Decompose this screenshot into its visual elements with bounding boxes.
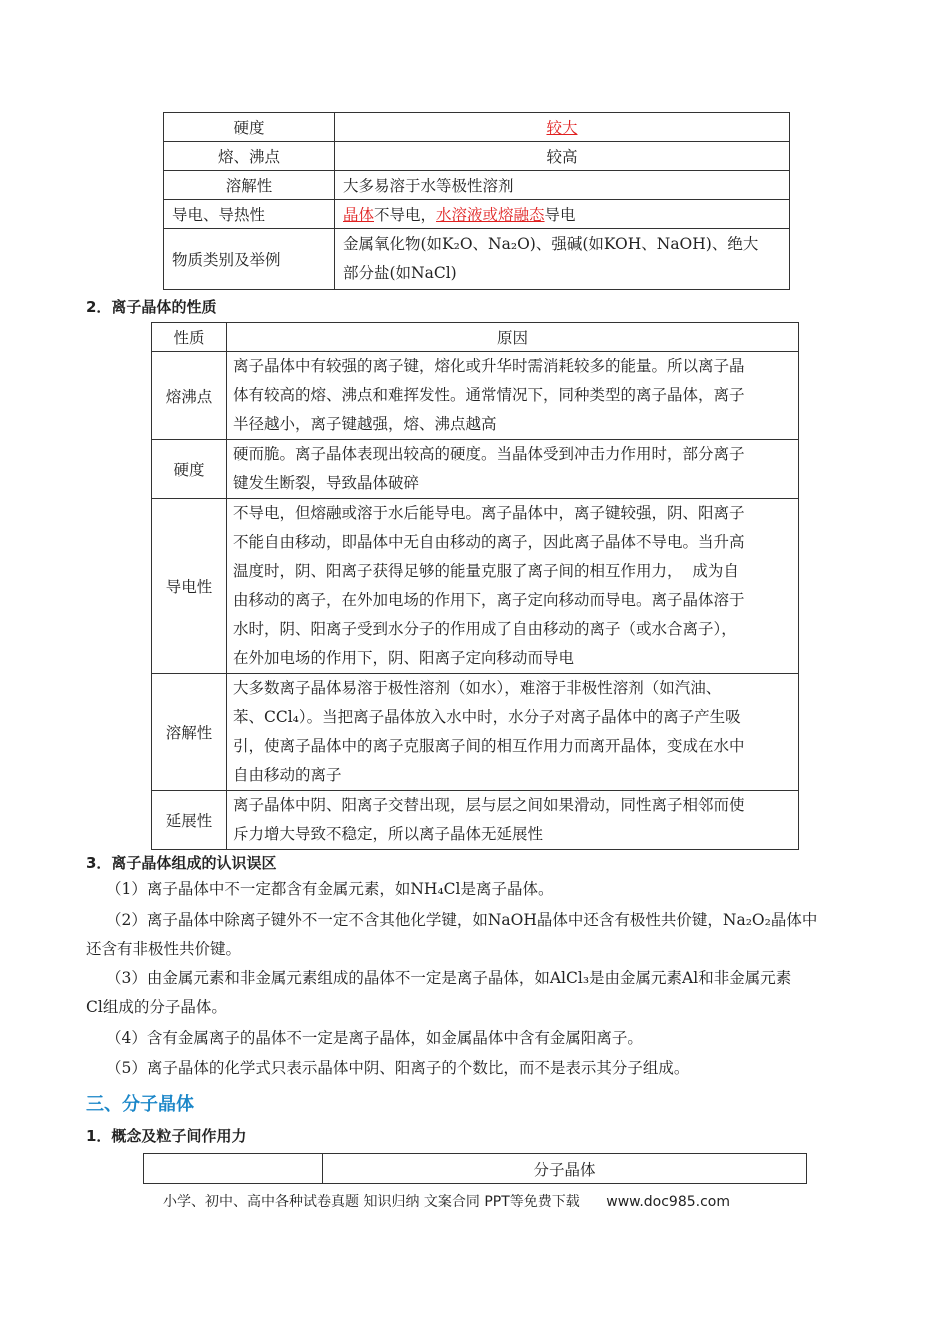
table2-header-reason: 原因 bbox=[227, 323, 799, 352]
footer-url[interactable]: www.doc985.com bbox=[606, 1194, 730, 1210]
paragraph-5 bbox=[86, 1054, 866, 1083]
molecular-crystal-table bbox=[143, 1153, 807, 1184]
heading-concept: 1．概念及粒子间作用力 bbox=[86, 1127, 247, 1145]
table2-reason-solubility bbox=[227, 674, 799, 791]
text-line: 水时，阴、阳离子受到水分子的作用成了自由移动的离子（或水合离子）， bbox=[233, 620, 737, 638]
text-line: （5）离子晶体的化学式只表示晶体中阴、阳离子的个数比，而不是表示其分子组成。 bbox=[106, 1059, 690, 1077]
text-line: 离子晶体中有较强的离子键，熔化或升华时需消耗较多的能量。所以离子晶 bbox=[233, 357, 745, 375]
table2-header-property: 性质 bbox=[152, 323, 227, 352]
table1-label-conductivity: 导电、导热性 bbox=[164, 200, 335, 229]
table2-reason-conductivity bbox=[227, 499, 799, 674]
crystal-term: 晶体 bbox=[343, 206, 375, 224]
table1-category-line2: 部分盐(如NaCl) bbox=[343, 264, 457, 282]
text-line: 温度时，阴、阳离子获得足够的能量克服了离子间的相互作用力， 成为自 bbox=[233, 562, 739, 580]
table1-value-solubility: 大多易溶于水等极性溶剂 bbox=[335, 171, 790, 200]
table1-label-category: 物质类别及举例 bbox=[164, 229, 335, 290]
paragraph-1 bbox=[86, 875, 866, 904]
table1-value-melting: 较高 bbox=[335, 142, 790, 171]
table1-label-hardness: 硬度 bbox=[164, 113, 335, 142]
text-line: （4）含有金属离子的晶体不一定是离子晶体，如金属晶体中含有金属阳离子。 bbox=[106, 1029, 643, 1047]
text-line: （2）离子晶体中除离子键外不一定不含其他化学键，如NaOH晶体中还含有极性共价键，Na₂O₂晶体中 bbox=[106, 911, 818, 929]
text-line: 半径越小，离子键越强，熔、沸点越高 bbox=[233, 415, 497, 433]
text-line: 斥力增大导致不稳定，所以离子晶体无延展性 bbox=[233, 825, 544, 843]
solution-melt-term: 水溶液或熔融态 bbox=[436, 206, 545, 224]
table2-reason-melting bbox=[227, 352, 799, 440]
heading-misconceptions: 3．离子晶体组成的认识误区 bbox=[86, 854, 277, 872]
text-line: 在外加电场的作用下，阴、阳离子定向移动而导电 bbox=[233, 649, 575, 667]
footer bbox=[163, 1191, 730, 1211]
table1-label-solubility: 溶解性 bbox=[164, 171, 335, 200]
text-line: 还含有非极性共价键。 bbox=[86, 940, 242, 958]
table2-reason-hardness bbox=[227, 440, 799, 499]
text-line: 离子晶体中阴、阳离子交替出现，层与层之间如果滑动，同性离子相邻而使 bbox=[233, 796, 745, 814]
conduct-text: 导电 bbox=[544, 206, 576, 224]
ionic-properties-table bbox=[151, 322, 799, 850]
properties-table bbox=[163, 112, 790, 290]
text-line: 硬而脆。离子晶体表现出较高的硬度。当晶体受到冲击力作用时，部分离子 bbox=[233, 445, 745, 463]
text-line: 不能自由移动，即晶体中无自由移动的离子，因此离子晶体不导电。当升高 bbox=[233, 533, 745, 551]
text-line: 苯、CCl₄）。当把离子晶体放入水中时，水分子对离子晶体中的离子产生吸 bbox=[233, 708, 741, 726]
table2-label-hardness: 硬度 bbox=[152, 440, 227, 499]
text-line: （1）离子晶体中不一定都含有金属元素，如NH₄Cl是离子晶体。 bbox=[106, 880, 554, 898]
table2-label-solubility: 溶解性 bbox=[152, 674, 227, 791]
table3-empty-cell bbox=[144, 1154, 323, 1184]
text-line: 键发生断裂，导致晶体破碎 bbox=[233, 474, 420, 492]
text-line: 由移动的离子，在外加电场的作用下，离子定向移动而导电。离子晶体溶于 bbox=[233, 591, 745, 609]
text-line: Cl组成的分子晶体。 bbox=[86, 998, 227, 1016]
text-line: 体有较高的熔、沸点和难挥发性。通常情况下，同种类型的离子晶体，离子 bbox=[233, 386, 745, 404]
table2-reason-ductility bbox=[227, 791, 799, 850]
table2-label-conductivity: 导电性 bbox=[152, 499, 227, 674]
table2-label-melting: 熔沸点 bbox=[152, 352, 227, 440]
section-title-molecular-crystal: 三、分子晶体 bbox=[86, 1094, 194, 1115]
heading-ionic-properties: 2．离子晶体的性质 bbox=[86, 298, 217, 316]
text-line: 大多数离子晶体易溶于极性溶剂（如水），难溶于非极性溶剂（如汽油、 bbox=[233, 679, 722, 697]
text-line: （3）由金属元素和非金属元素组成的晶体不一定是离子晶体，如AlCl₃是由金属元素Al和非金属元素 bbox=[106, 969, 792, 987]
paragraph-4 bbox=[86, 1024, 866, 1053]
table2-label-ductility: 延展性 bbox=[152, 791, 227, 850]
paragraph-2 bbox=[86, 906, 866, 964]
table1-category-line1: 金属氧化物(如K₂O、Na₂O)、强碱(如KOH、NaOH)、绝大 bbox=[343, 235, 759, 253]
paragraph-3 bbox=[86, 964, 866, 1022]
text-line: 不导电，但熔融或溶于水后能导电。离子晶体中，离子键较强，阴、阳离子 bbox=[233, 504, 745, 522]
table1-label-melting: 熔、沸点 bbox=[164, 142, 335, 171]
footer-text: 小学、初中、高中各种试卷真题 知识归纳 文案合同 PPT等免费下载 bbox=[163, 1194, 580, 1210]
text-line: 引，使离子晶体中的离子克服离子间的相互作用力而离开晶体，变成在水中 bbox=[233, 737, 745, 755]
table3-header: 分子晶体 bbox=[323, 1154, 807, 1184]
no-conduct-text: 不导电， bbox=[374, 206, 437, 224]
table1-value-hardness: 较大 bbox=[546, 119, 578, 137]
text-line: 自由移动的离子 bbox=[233, 766, 342, 784]
